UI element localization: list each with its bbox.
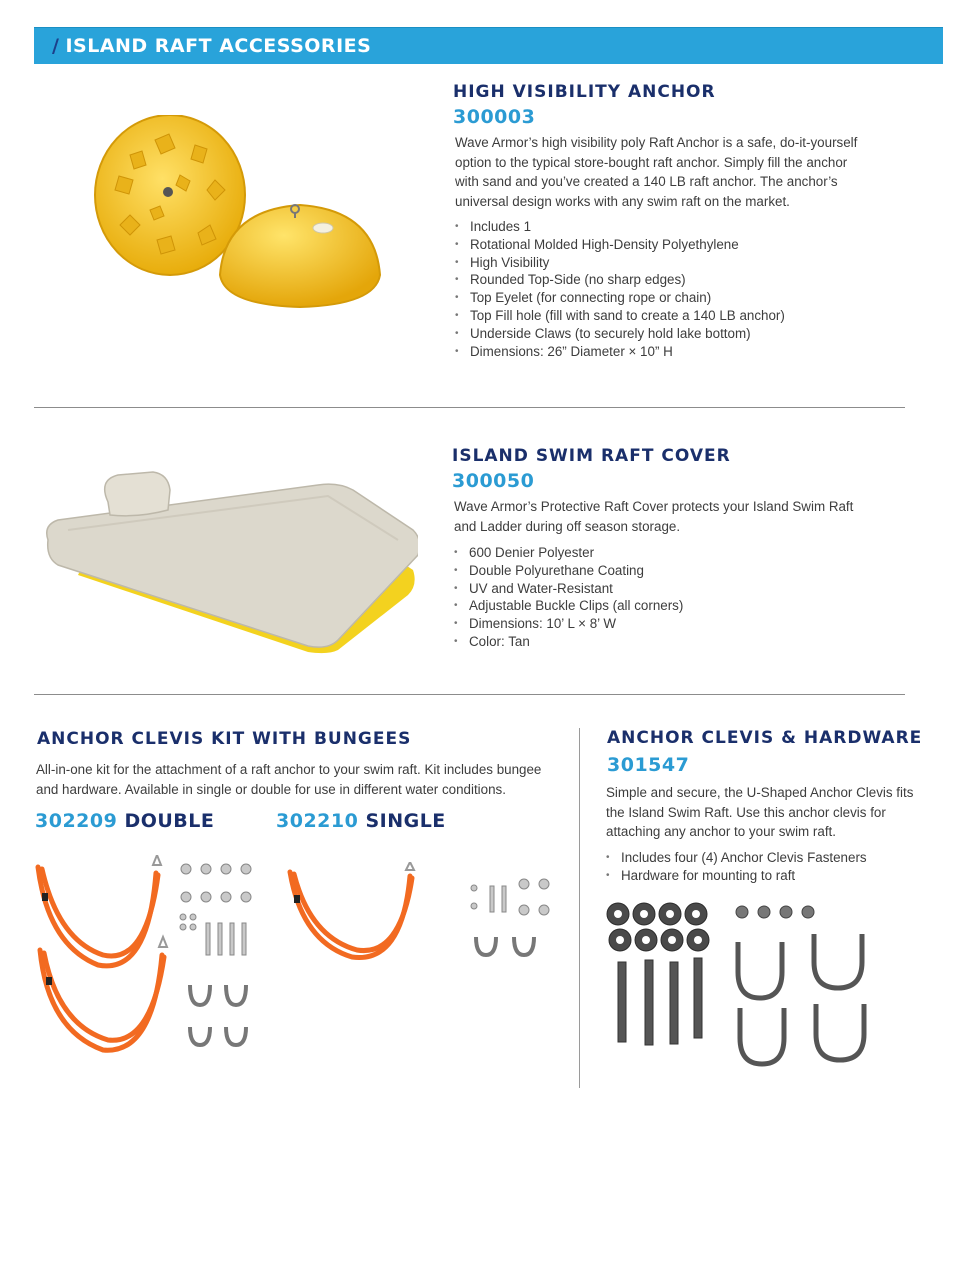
hardware-description: Simple and secure, the U-Shaped Anchor Clevis fits the Island Swim Raft. Use this anchor clevis for attaching any anchor to your swim raft. xyxy=(606,785,914,839)
feature-item: • Double Polyurethane Coating xyxy=(454,562,683,580)
anchor-sku: 300003 xyxy=(453,106,536,128)
variant-single xyxy=(276,810,446,832)
cover-title: ISLAND SWIM RAFT COVER xyxy=(452,446,731,466)
clevis-kit-title: ANCHOR CLEVIS KIT WITH BUNGEES xyxy=(37,729,412,749)
raft-cover-image xyxy=(38,460,418,665)
single-kit-image xyxy=(282,862,557,972)
anchor-title: HIGH VISIBILITY ANCHOR xyxy=(453,82,716,102)
feature-item: • Includes four (4) Anchor Clevis Fasteners xyxy=(606,849,867,867)
clevis-kit-description: All-in-one kit for the attachment of a raft anchor to your swim raft. Kit includes bungee and hardware. Available in single or double for use in different water conditions. xyxy=(36,762,542,797)
variant-double-sku: 302209 xyxy=(35,810,118,832)
cover-feature-list xyxy=(454,544,683,651)
feature-item: • Color: Tan xyxy=(454,633,683,651)
variant-double-label: DOUBLE xyxy=(124,810,215,832)
feature-item: • Adjustable Buckle Clips (all corners) xyxy=(454,597,683,615)
anchor-feature-list xyxy=(455,218,785,360)
anchor-product-image xyxy=(85,115,405,315)
anchor-description: Wave Armor’s high visibility poly Raft Anchor is a safe, do-it-yourself option to the typical store-bought raft anchor. Simply fill the anchor with sand and you’ve created a 140 LB raft anchor. The anchor’s universal design works with any swim raft on the market. xyxy=(455,135,858,209)
hardware-image xyxy=(600,900,890,1075)
feature-item: • 600 Denier Polyester xyxy=(454,544,683,562)
feature-item: • Underside Claws (to securely hold lake bottom) xyxy=(455,325,785,343)
section-banner xyxy=(34,27,943,64)
column-divider xyxy=(579,728,580,1088)
hardware-feature-list xyxy=(606,849,867,885)
section-title xyxy=(52,35,371,57)
banner-title: ISLAND RAFT ACCESSORIES xyxy=(65,35,372,57)
banner-slash: / xyxy=(52,35,60,57)
feature-item: • High Visibility xyxy=(455,254,785,272)
variant-single-sku: 302210 xyxy=(276,810,359,832)
feature-item: • UV and Water-Resistant xyxy=(454,580,683,598)
cover-sku: 300050 xyxy=(452,470,535,492)
feature-item: • Hardware for mounting to raft xyxy=(606,867,867,885)
feature-item: • Dimensions: 26” Diameter × 10” H xyxy=(455,343,785,361)
feature-item: • Top Eyelet (for connecting rope or chain) xyxy=(455,289,785,307)
feature-item: • Rotational Molded High-Density Polyethylene xyxy=(455,236,785,254)
feature-item: • Rounded Top-Side (no sharp edges) xyxy=(455,271,785,289)
divider xyxy=(34,407,905,408)
feature-item: • Includes 1 xyxy=(455,218,785,236)
feature-item: • Dimensions: 10’ L × 8’ W xyxy=(454,615,683,633)
hardware-title: ANCHOR CLEVIS & HARDWARE xyxy=(607,728,923,748)
feature-item: • Top Fill hole (fill with sand to create a 140 LB anchor) xyxy=(455,307,785,325)
divider xyxy=(34,694,905,695)
variant-double xyxy=(35,810,214,832)
cover-description: Wave Armor’s Protective Raft Cover protects your Island Swim Raft and Ladder during off season storage. xyxy=(454,499,854,534)
hardware-sku: 301547 xyxy=(607,754,690,776)
variant-single-label: SINGLE xyxy=(365,810,446,832)
double-kit-image xyxy=(28,855,263,1055)
